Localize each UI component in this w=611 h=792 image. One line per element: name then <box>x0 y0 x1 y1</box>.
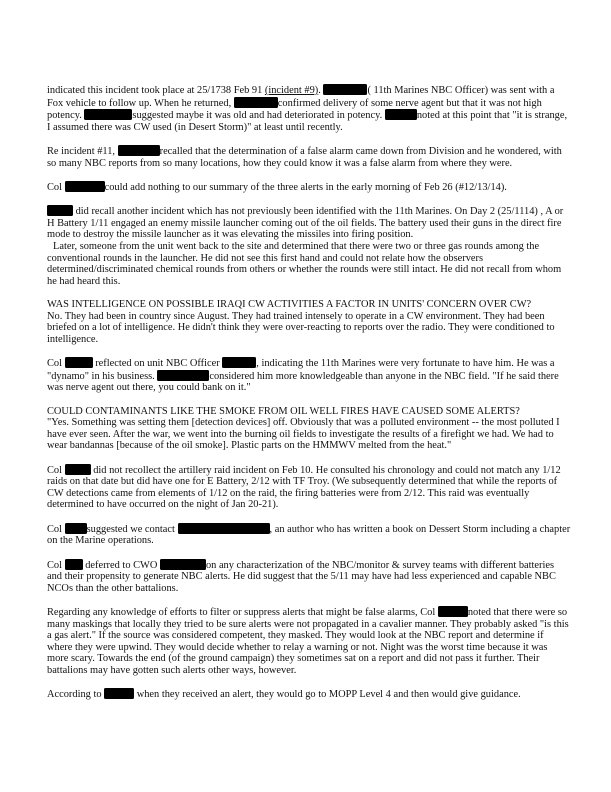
paragraph-text: suggested maybe it was old and had deteriorated in potency. <box>132 110 385 122</box>
paragraph <box>47 464 571 511</box>
redaction-block <box>47 205 73 216</box>
paragraph <box>47 357 571 394</box>
paragraph-text: could add nothing to our summary of the three alerts in the early morning of Feb 26 (#12/13/14). <box>104 181 507 193</box>
paragraph-text: indicated this incident took place at 25/1738 Feb 91 <box>47 85 265 96</box>
paragraph-text: recalled that the determination of a false alarm came down from Division and he wondered, with so many NBC reports from so many locations, how they could know it was a false alarm from where they were. <box>47 146 562 169</box>
paragraph-text: confirmed delivery of some nerve agent but that it was not high potency. <box>47 97 542 122</box>
paragraph <box>47 84 571 133</box>
paragraph-text: No. They had been in country since August. They had trained intensely to operate in a CW environment. They had been briefed on a lot of intelligence. He didn't think they were over-reacting to reports over the radio. They were conditioned to intelligence. <box>47 310 555 345</box>
redaction-block <box>385 109 417 120</box>
paragraph <box>47 145 571 169</box>
paragraph-text: did not recollect the artillery raid incident on Feb 10. He consulted his chronology and could not match any 1/12 raids on that date but did have one for E Battery, 2/12 with TF Troy. (We subsequently determined that while the reports of CW detections came from elements of 1/12 on the raid, the firing batteries were from 2/12. This raid was eventually determined to have occurred on the night of Jan 20-21). <box>47 464 561 511</box>
redaction-block <box>157 370 209 381</box>
redaction-block <box>65 523 87 534</box>
paragraph-text: Regarding any knowledge of efforts to filter or suppress alerts that might be false alarms, Col <box>47 607 438 619</box>
paragraph <box>47 299 571 345</box>
paragraph <box>47 523 571 547</box>
paragraph-text: when they received an alert, they would go to MOPP Level 4 and then would give guidance. <box>134 689 521 701</box>
paragraph-text: reflected on unit NBC Officer <box>92 358 223 370</box>
paragraph-text: considered him more knowledgeable than anyone in the NBC field. "If he said there was nerve agent out there, you could bank on it." <box>47 370 559 394</box>
paragraph <box>47 181 571 194</box>
redaction-block <box>104 688 134 699</box>
redaction-block <box>118 145 160 156</box>
paragraph <box>47 205 571 241</box>
paragraph-text: ( 11th Marines NBC Officer) was sent with a Fox vehicle to follow up. When he returned, <box>47 85 555 109</box>
paragraph-text: on any characterization of the NBC/monitor & survey teams with different batteries and their propensity to generate NBC alerts. He did suggest that the 5/11 may have had less experienced and capable NBC NCOs than the other battalions. <box>47 559 556 594</box>
paragraph <box>47 559 571 595</box>
paragraph-text: Col <box>47 559 65 571</box>
paragraph-text: Col <box>47 358 65 370</box>
paragraph <box>47 241 571 287</box>
paragraph-text: Col <box>47 523 65 535</box>
paragraph-text: , indicating the 11th Marines were very fortunate to have him. He was a "dynamo" in his business. <box>47 358 555 382</box>
paragraph-text: COULD CONTAMINANTS LIKE THE SMOKE FROM OIL WELL FIRES HAVE CAUSED SOME ALERTS? <box>47 405 520 417</box>
paragraph-text: According to <box>47 689 105 701</box>
redaction-block <box>65 464 91 475</box>
paragraph-text: WAS INTELLIGENCE ON POSSIBLE IRAQI CW ACTIVITIES A FACTOR IN UNITS' CONCERN OVER CW? <box>47 299 532 311</box>
paragraph-text: (incident #9) <box>264 85 319 96</box>
redaction-block <box>160 559 206 570</box>
redaction-block <box>84 109 132 120</box>
paragraph-text: Col <box>47 181 65 193</box>
paragraph-text: Re incident #11, <box>47 146 118 158</box>
redaction-block <box>222 357 256 368</box>
redaction-block <box>65 357 93 368</box>
redaction-block <box>178 523 270 534</box>
paragraph-text: , an author who has written a book on Dessert Storm including a chapter on the Marine operations. <box>47 523 571 547</box>
document-body <box>47 84 571 713</box>
paragraph-text: suggested we contact <box>86 523 178 535</box>
paragraph-text: noted that there were so many maskings that locally they tried to be sure alerts were not propagated in a cavalier manner. They probably asked "is this a gas alert." If the source was considered competent, they masked. They would look at the NBC report and determine if where they were upwind. They would decide whether to relay a warning or not. Night was the worst time because it was more scary. Towards the end (of the ground campaign) they sometimes sat on a report and did not pass it further. Their battalions may have gotten such alerts other ways, however. <box>47 607 569 677</box>
redaction-block <box>438 606 468 617</box>
paragraph-text: noted at this point that "it is strange, I assumed there was CW used (in Desert Storm)" at least until recently. <box>47 110 568 133</box>
redaction-block <box>323 84 367 95</box>
redaction-block <box>65 181 105 192</box>
redaction-block <box>234 97 278 108</box>
paragraph-text: Col <box>47 464 65 476</box>
paragraph-text: . <box>318 85 324 96</box>
paragraph-text: did recall another incident which has not previously been identified with the 11th Marines. On Day 2 (25/1114) , A or H Battery 1/11 engaged an enemy missile launcher coming out of the oil fields. The battery used their guns in the direct fire mode to destroy the missile launcher as it was elevating the missiles into firing position. <box>47 206 564 241</box>
paragraph-text: deferred to CWO <box>82 559 160 571</box>
paragraph-text: "Yes. Something was setting them [detection devices] off. Obviously that was a polluted environment -- the most polluted I have ever seen. After the war, we went into the burning oil fields to investigate the results of a firefight we had. We had to wear bandannas [because of the oil smoke]. Plastic parts on the HMMWV melted from the heat." <box>47 417 560 452</box>
redaction-block <box>65 559 83 570</box>
paragraph-text: Later, someone from the unit went back to the site and determined that there were two or three gas rounds among the conventional rounds in the launcher. He did not see this first hand and could not relate how the observers determined/discriminated chemical rounds from others or whether the rounds were still intact. He did not recall from whom he had heard this. <box>47 241 562 287</box>
paragraph <box>47 606 571 677</box>
paragraph <box>47 688 571 701</box>
paragraph <box>47 406 571 452</box>
